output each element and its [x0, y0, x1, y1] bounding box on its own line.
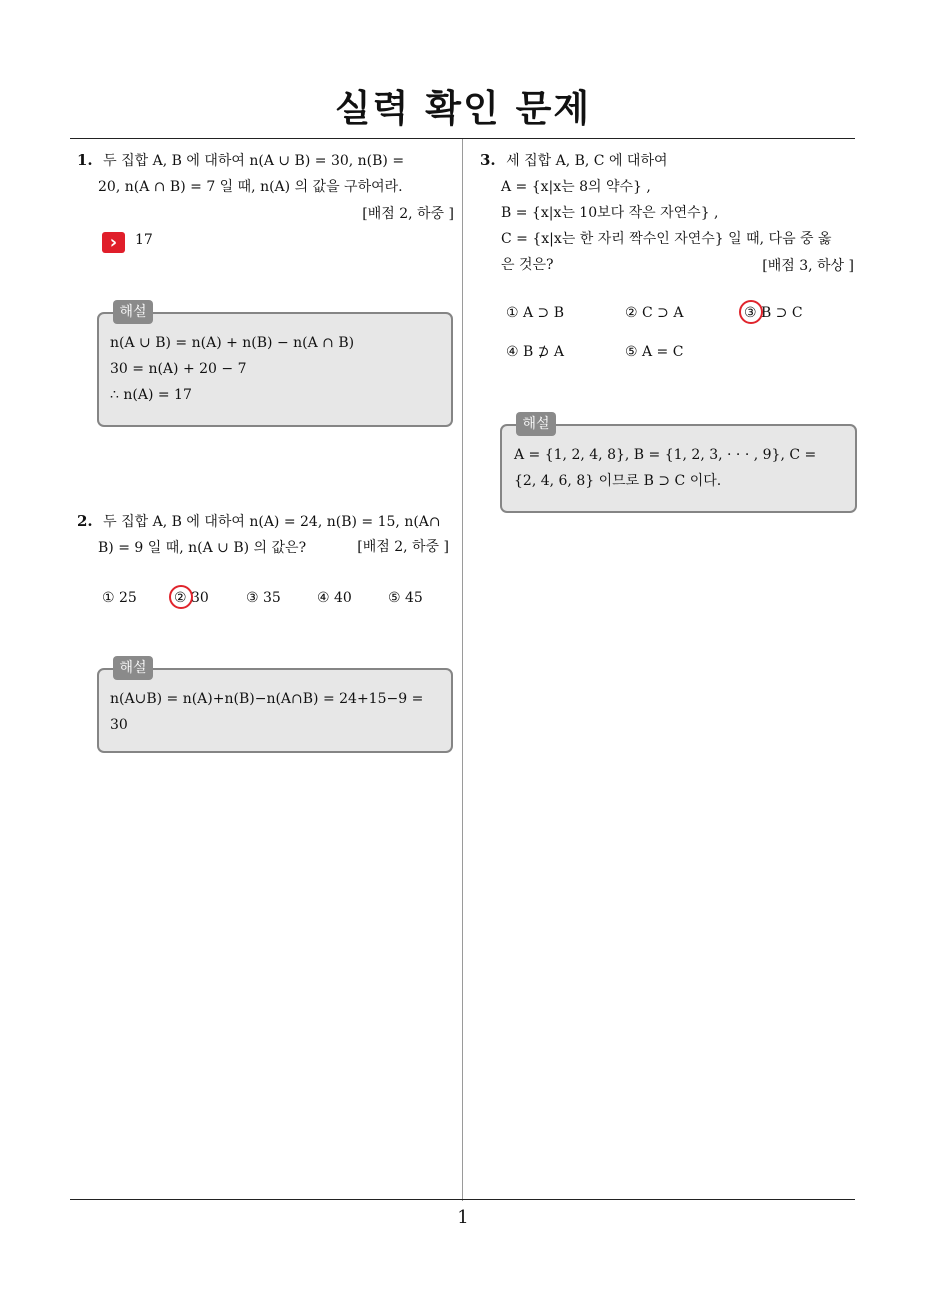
solution-line: ∴ n(A) = 17	[110, 387, 192, 403]
set-definition-b: B = {x|x는 10보다 작은 자연수} ,	[501, 205, 719, 221]
question-number: 2.	[77, 512, 93, 530]
question-1	[77, 147, 455, 200]
solution-line: 30	[110, 717, 128, 733]
solution-body	[110, 330, 354, 408]
question-text-line: 20, n(A ∩ B) = 7 일 때, n(A) 의 값을 구하여라.	[98, 179, 403, 195]
bottom-rule	[70, 1199, 855, 1200]
solution-line: n(A ∪ B) = n(A) + n(B) − n(A ∩ B)	[110, 335, 355, 351]
solution-line: n(A∪B) = n(A)+n(B)−n(A∩B) = 24+15−9 =	[110, 691, 424, 707]
set-definition-a: A = {x|x는 8의 약수} ,	[501, 179, 651, 195]
solution-body	[514, 442, 849, 494]
question-number: 3.	[480, 151, 496, 169]
choice-4[interactable]: ④ B ⊅ A	[506, 344, 565, 360]
question-text-line: 은 것은?	[501, 257, 554, 273]
page-number: 1	[457, 1207, 469, 1228]
question-text-line: 두 집합 A, B 에 대하여 n(A ∪ B) = 30, n(B) =	[103, 153, 405, 169]
question-text-line: B) = 9 일 때, n(A ∪ B) 의 값은?	[98, 540, 307, 556]
solution-tag: 해설	[516, 412, 556, 436]
solution-line: A = {1, 2, 4, 8}, B = {1, 2, 3, · · · , 9}, C =	[514, 447, 817, 463]
column-divider	[462, 139, 463, 1201]
solution-tag: 해설	[113, 656, 153, 680]
score-label: [배점 3, 하상 ]	[762, 258, 854, 274]
solution-tag: 해설	[113, 300, 153, 324]
solution-line: {2, 4, 6, 8} 이므로 B ⊃ C 이다.	[514, 473, 722, 489]
score-label: [배점 2, 하중 ]	[362, 206, 454, 222]
question-text-line: 두 집합 A, B 에 대하여 n(A) = 24, n(B) = 15, n(A∩	[103, 514, 441, 530]
selected-circle-mark	[739, 300, 763, 324]
choice-1[interactable]: ① 25	[102, 590, 137, 606]
selected-circle-mark	[169, 585, 193, 609]
page-title: 실력 확인 문제	[334, 87, 592, 130]
choice-5[interactable]: ⑤ 45	[388, 590, 423, 606]
question-text-line: 세 집합 A, B, C 에 대하여	[506, 153, 668, 169]
chevron-right-icon: ›	[102, 232, 125, 253]
choice-1[interactable]: ① A ⊃ B	[506, 305, 565, 321]
choice-4[interactable]: ④ 40	[317, 590, 352, 606]
choice-3[interactable]: ③ 35	[246, 590, 281, 606]
choice-2[interactable]: ② 30	[174, 590, 209, 606]
question-number: 1.	[77, 151, 93, 169]
score-label: [배점 2, 하중 ]	[357, 539, 449, 555]
choice-5[interactable]: ⑤ A = C	[625, 344, 684, 360]
answer-value: 17	[135, 232, 153, 248]
choice-3[interactable]: ③ B ⊃ C	[744, 305, 803, 321]
solution-line: 30 = n(A) + 20 − 7	[110, 361, 247, 377]
set-definition-c: C = {x|x는 한 자리 짝수인 자연수} 일 때, 다음 중 옳	[501, 231, 832, 247]
solution-body	[110, 686, 445, 738]
choice-2[interactable]: ② C ⊃ A	[625, 305, 684, 321]
